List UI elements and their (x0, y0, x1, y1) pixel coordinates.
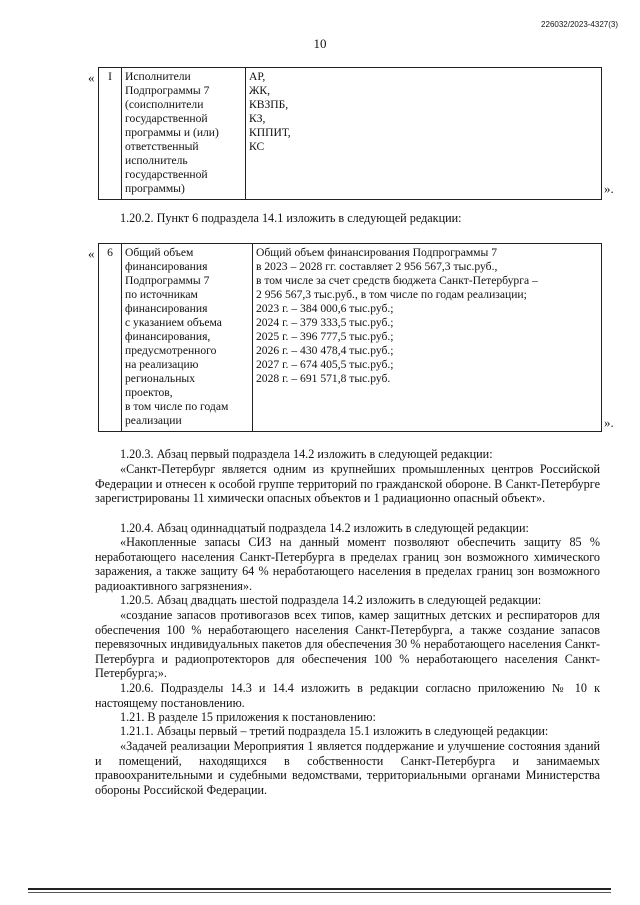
table-executors (98, 67, 602, 200)
paragraph: 1.20.2. Пункт 6 подраздела 14.1 изложить в следующей редакции: (120, 211, 462, 225)
paragraph: «Накопленные запасы СИЗ на данный момент позволяют обеспечить защиту 85 % неработающего населения Санкт-Петербурга в пределах границ зон возможного химического заражения, а также защиту 64 % неработающего населения в пределах границ зон возможного радиоактивного загрязнения». (95, 535, 600, 593)
close-quote: ». (604, 181, 614, 196)
cell-line: КППИТ, (249, 126, 291, 139)
footer-rule (28, 888, 611, 890)
paragraph: 1.20.6. Подразделы 14.3 и 14.4 изложить в редакции согласно приложению № 10 к настоящему постановлению. (95, 681, 600, 710)
cell-line: 2 956 567,3 тыс.руб., в том числе по годам реализации; (256, 288, 527, 301)
table-row-number: I (99, 68, 122, 200)
cell-line: программы и (или) (125, 126, 219, 139)
cell-line: КС (249, 140, 265, 153)
document-id: 226032/2023-4327(3) (541, 20, 618, 29)
cell-line: программы) (125, 182, 185, 195)
cell-line: финансирования, (125, 330, 211, 343)
cell-line: реализации (125, 414, 182, 427)
cell-line: Подпрограммы 7 (125, 274, 210, 287)
cell-line: финансирования (125, 260, 208, 273)
table-financing (98, 243, 602, 432)
open-quote: « (88, 246, 95, 261)
page-number: 10 (313, 36, 327, 51)
cell-line: Исполнители (125, 70, 191, 83)
table-cell-value (253, 244, 602, 432)
cell-line: государственной (125, 112, 208, 125)
cell-line: на реализацию (125, 358, 199, 371)
paragraph: 1.21.1. Абзацы первый – третий подраздела 15.1 изложить в следующей редакции: (120, 724, 549, 738)
cell-line: в 2023 – 2028 гг. составляет 2 956 567,3 тыс.руб., (256, 260, 498, 273)
paragraph: «Задачей реализации Мероприятия 1 является поддержание и улучшение состояния зданий и помещений, находящихся в собственности Санкт-Петербурга и занимаемых правоохранительными и судебными ведомствами, территориальными органами Министерства обороны Российской Федерации. (95, 739, 600, 797)
table-cell-label (122, 68, 246, 200)
paragraph: «Санкт-Петербург является одним из крупнейших промышленных центров Российской Федерации и отнесен к особой группе территорий по гражданской обороне. В Санкт-Петербурге зарегистрированы 11 химически опасных объектов и 1 радиационно опасный объект». (95, 462, 600, 506)
cell-line: КВЗПБ, (249, 98, 289, 111)
close-quote: ». (604, 415, 614, 430)
cell-line: Подпрограммы 7 (125, 84, 210, 97)
table-row-number: 6 (99, 244, 122, 432)
cell-line: по источникам (125, 288, 198, 301)
cell-line: Общий объем финансирования Подпрограммы 7 (256, 246, 498, 259)
paragraph: 1.20.5. Абзац двадцать шестой подраздела 14.2 изложить в следующей редакции: (120, 593, 542, 607)
open-quote: « (88, 70, 95, 85)
cell-line: региональных (125, 372, 196, 385)
cell-line: государственной (125, 168, 208, 181)
cell-line: КЗ, (249, 112, 266, 125)
cell-line: 2025 г. – 396 777,5 тыс.руб.; (256, 330, 394, 343)
cell-line: 2023 г. – 384 000,6 тыс.руб.; (256, 302, 394, 315)
paragraph: 1.20.3. Абзац первый подраздела 14.2 изложить в следующей редакции: (120, 447, 493, 461)
cell-line: ЖК, (249, 84, 271, 97)
cell-line: в том числе за счет средств бюджета Санкт-Петербурга – (256, 274, 538, 287)
cell-line: финансирования (125, 302, 208, 315)
cell-line: исполнитель (125, 154, 188, 167)
cell-line: проектов, (125, 386, 173, 399)
cell-line: с указанием объема (125, 316, 222, 329)
cell-line: 2024 г. – 379 333,5 тыс.руб.; (256, 316, 394, 329)
cell-line: 2027 г. – 674 405,5 тыс.руб.; (256, 358, 394, 371)
footer-rule-thin (28, 892, 611, 893)
cell-line: в том числе по годам (125, 400, 229, 413)
paragraph: «создание запасов противогазов всех типов, камер защитных детских и респираторов для обеспечения 100 % неработающего населения Санкт-Петербурга, а также создание запасов перевязочных индивидуальных пакетов для обеспечения 30 % неработающего населения Санкт-Петербурга и радиопротекторов для обеспечения 100 % неработающего населения Санкт-Петербурга;». (95, 608, 600, 681)
cell-line: (соисполнители (125, 98, 204, 111)
cell-line: АР, (249, 70, 266, 83)
cell-line: 2028 г. – 691 571,8 тыс.руб. (256, 372, 391, 385)
paragraph: 1.20.4. Абзац одиннадцатый подраздела 14.2 изложить в следующей редакции: (120, 521, 529, 535)
table-cell-label (122, 244, 253, 432)
cell-line: 2026 г. – 430 478,4 тыс.руб.; (256, 344, 394, 357)
cell-line: Общий объем (125, 246, 194, 259)
table-cell-value (246, 68, 602, 200)
cell-line: ответственный (125, 140, 199, 153)
cell-line: предусмотренного (125, 344, 217, 357)
paragraph: 1.21. В разделе 15 приложения к постановлению: (120, 710, 376, 724)
